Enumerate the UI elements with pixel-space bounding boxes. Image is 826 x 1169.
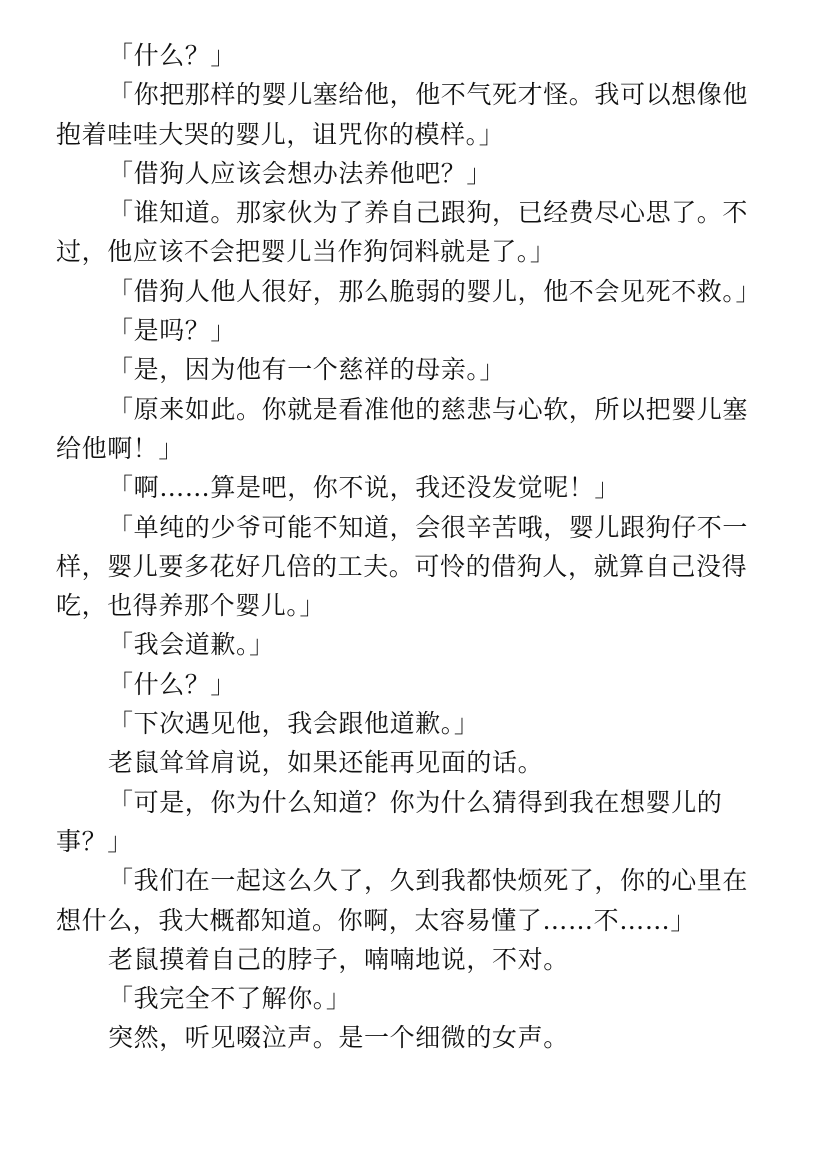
paragraph: 「借狗人应该会想办法养他吧？」	[108, 158, 493, 188]
paragraph: 「是，因为他有一个慈祥的母亲。」	[108, 355, 506, 385]
paragraph: 「什么？」	[108, 669, 237, 699]
paragraph: 老鼠耸耸肩说，如果还能再见面的话。	[108, 748, 544, 778]
paragraph: 「是吗？」	[108, 316, 237, 346]
paragraph: 「借狗人他人很好，那么脆弱的婴儿，他不会见死不救。」	[108, 276, 762, 306]
paragraph: 「什么？」	[108, 41, 237, 70]
paragraph: 「你把那样的婴儿塞给他，他不气死才怪。我可以想像他抱着哇哇大哭的婴儿，诅咒你的模样。」	[56, 80, 749, 149]
paragraph: 「原来如此。你就是看准他的慈悲与心软，所以把婴儿塞给他啊！」	[56, 394, 749, 463]
paragraph: 突然，听见啜泣声。是一个细微的女声。	[108, 1023, 569, 1053]
paragraph: 「啊……算是吧，你不说，我还没发觉呢！」	[108, 473, 621, 503]
paragraph: 「我们在一起这么久了，久到我都快烦死了，你的心里在想什么，我大概都知道。你啊，太容易懂了……不……」	[56, 866, 749, 935]
paragraph: 「单纯的少爷可能不知道，会很辛苦哦，婴儿跟狗仔不一样，婴儿要多花好几倍的工夫。可怜的借狗人，就算自己没得吃，也得养那个婴儿。」	[56, 512, 749, 621]
paragraph: 「谁知道。那家伙为了养自己跟狗，已经费尽心思了。不过，他应该不会把婴儿当作狗饲料就是了。」	[56, 198, 749, 267]
paragraph: 「可是，你为什么知道？你为什么猜得到我在想婴儿的事？」	[56, 787, 723, 856]
body-text	[56, 36, 762, 1058]
paragraph: 「我会道歉。」	[108, 630, 275, 660]
paragraph: 「我完全不了解你。」	[108, 984, 352, 1014]
paragraph: 老鼠摸着自己的脖子，喃喃地说，不对。	[108, 944, 569, 974]
paragraph: 「下次遇见他，我会跟他道歉。」	[108, 709, 480, 739]
